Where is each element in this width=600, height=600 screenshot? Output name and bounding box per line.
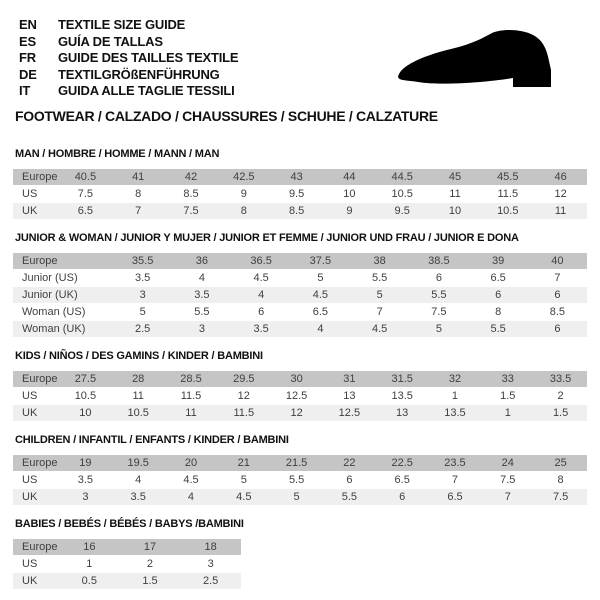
size-cell: 7.5 [165,203,218,219]
size-cell: 33.5 [534,371,587,387]
size-cell: 4 [165,489,218,505]
table-row [13,169,587,185]
size-cell: 3 [59,489,112,505]
size-cell: 45 [429,169,482,185]
table-row [13,556,241,572]
size-table [13,454,587,506]
size-cell: 16 [59,539,120,555]
size-cell: 9 [323,203,376,219]
table-row [13,287,587,303]
size-cell: 21 [217,455,270,471]
row-label: Junior (US) [22,271,78,284]
language-code: DE [19,66,37,82]
size-cell: 6 [528,321,587,337]
size-cell: 24 [481,455,534,471]
size-cell: 23.5 [429,455,482,471]
size-cell: 29.5 [217,371,270,387]
size-cell: 40.5 [59,169,112,185]
row-label: Europe [13,371,59,387]
size-cell: 6 [346,473,353,486]
size-cell: 3 [207,557,214,570]
size-cell: 6.5 [59,203,112,219]
size-cell: 5 [317,271,324,284]
size-table [13,370,587,422]
size-cell: 36 [172,253,231,269]
size-cell: 1.5 [120,573,181,589]
size-cell: 5.5 [194,305,210,318]
size-cell: 6 [376,489,429,505]
table-row [13,455,587,471]
table-title: KIDS / NIÑOS / DES GAMINS / KINDER / BAMBINI [15,349,263,362]
row-label: Europe [13,455,59,471]
row-label: UK [13,573,59,589]
size-cell: 11 [132,389,144,402]
size-cell: 3.5 [232,321,291,337]
size-cell: 28 [112,371,165,387]
size-cell: 4 [198,271,205,284]
size-cell: 10 [59,405,112,421]
size-cell: 2 [557,389,564,402]
size-cell: 6.5 [394,473,410,486]
size-cell: 38.5 [409,253,468,269]
size-cell: 46 [534,169,587,185]
size-cell: 6.5 [490,271,506,284]
size-cell: 3.5 [172,287,231,303]
size-cell: 3.5 [77,473,94,486]
table-row [13,186,587,202]
size-cell: 9.5 [288,187,305,200]
size-cell: 6 [258,305,265,318]
size-cell: 45.5 [481,169,534,185]
size-cell: 6 [528,287,587,303]
size-cell: 11 [165,405,218,421]
size-cell: 13 [343,389,356,402]
size-cell: 5.5 [288,473,305,486]
size-cell: 7 [376,305,383,318]
size-cell: 1 [481,405,534,421]
size-cell: 4 [291,321,350,337]
language-code: EN [19,17,37,32]
size-cell: 12.5 [323,405,376,421]
size-cell: 1.5 [534,405,587,421]
size-cell: 8.5 [183,187,199,200]
size-cell: 5.5 [469,321,528,337]
row-label: UK [13,203,59,219]
table-row [13,321,587,337]
size-cell: 7.5 [431,305,447,318]
table-row [13,539,241,555]
row-label: US [22,187,38,200]
size-cell: 5.5 [323,489,376,505]
size-cell: 8 [557,473,564,486]
size-cell: 11.5 [497,187,519,200]
size-cell: 19 [59,455,112,471]
table-title: BABIES / BEBÉS / BÉBÉS / BABYS /BAMBINI [15,517,244,530]
row-label: US [22,557,38,570]
size-cell: 6.5 [312,305,329,318]
size-cell: 8.5 [549,305,566,318]
size-cell: 10 [343,187,356,200]
size-cell: 19.5 [112,455,165,471]
size-cell: 11 [534,203,587,219]
language-guide-title: GUÍA DE TALLAS [58,33,163,49]
size-cell: 42 [165,169,218,185]
size-cell: 25 [534,455,587,471]
size-table [13,538,241,590]
size-cell: 43 [270,169,323,185]
size-cell: 5 [350,287,409,303]
size-cell: 13.5 [391,389,413,402]
size-cell: 2.5 [180,573,241,589]
size-cell: 4.5 [253,271,269,284]
size-cell: 22.5 [376,455,429,471]
size-cell: 3 [113,287,172,303]
size-cell: 33 [481,371,534,387]
row-label: US [22,473,38,486]
size-table [13,252,587,338]
row-label: UK [13,489,59,505]
table-row [13,472,587,488]
size-cell: 40 [528,253,587,269]
size-cell: 31.5 [376,371,429,387]
size-cell: 8 [135,187,142,200]
size-cell: 12.5 [285,389,308,402]
size-cell: 21.5 [270,455,323,471]
language-guide-title: TEXTILE SIZE GUIDE [58,17,186,32]
size-cell: 4.5 [183,473,199,486]
size-cell: 7 [451,473,459,486]
size-cell: 0.5 [59,573,120,589]
header [0,0,600,124]
size-cell: 1 [86,557,93,570]
row-label: Woman (UK) [13,321,113,337]
language-code: FR [19,50,36,66]
size-cell: 4.5 [291,287,350,303]
size-cell: 6 [469,287,528,303]
size-cell: 12 [237,389,250,402]
size-cell: 2 [146,557,154,570]
table-row [13,388,587,404]
language-guide-title: GUIDA ALLE TAGLIE TESSILI [58,83,235,99]
size-cell: 5 [139,305,146,318]
table-row [13,405,587,421]
size-cell: 11 [449,187,461,200]
size-cell: 3 [172,321,231,337]
size-cell: 4.5 [217,489,270,505]
size-cell: 4 [232,287,291,303]
size-cell: 3.5 [134,271,151,284]
language-guide-title: TEXTILGRÖßENFÜHRUNG [58,66,220,82]
size-cell: 32 [429,371,482,387]
size-cell: 39 [469,253,528,269]
size-cell: 5.5 [371,271,388,284]
size-cell: 36.5 [232,253,291,269]
table-row [13,270,587,286]
size-cell: 8.5 [270,203,323,219]
size-cell: 22 [323,455,376,471]
size-cell: 18 [180,539,241,555]
size-table [13,168,587,220]
size-cell: 1.5 [500,389,516,402]
size-cell: 5 [409,321,468,337]
table-row [13,253,587,269]
size-cell: 30 [270,371,323,387]
size-cell: 17 [120,539,181,555]
size-cell: 13.5 [429,405,482,421]
table-row [13,573,241,589]
size-cell: 10 [429,203,482,219]
size-cell: 5 [270,489,323,505]
size-cell: 44 [323,169,376,185]
size-cell: 11.5 [217,405,270,421]
size-cell: 7 [112,203,165,219]
row-label: Europe [13,169,59,185]
row-label: Europe [13,253,113,269]
size-cell: 6 [435,271,442,284]
size-cell: 2.5 [113,321,172,337]
language-guide-title: GUIDE DES TAILLES TEXTILE [58,50,239,66]
row-label: UK [13,405,59,421]
size-cell: 12 [270,405,323,421]
table-row [13,304,587,320]
size-cell: 28.5 [165,371,218,387]
size-cell: 12 [554,187,567,200]
table-row [13,203,587,219]
row-label: Woman (US) [22,305,86,318]
size-cell: 10.5 [391,187,413,200]
table-title: CHILDREN / INFANTIL / ENFANTS / KINDER / BAMBINI [15,433,289,446]
category-title: FOOTWEAR / CALZADO / CHAUSSURES / SCHUHE / CALZATURE [15,107,438,124]
size-cell: 5 [240,473,247,486]
language-code: ES [19,33,36,49]
size-cell: 35.5 [113,253,172,269]
size-cell: 10.5 [74,389,97,402]
shoe-icon [396,28,568,90]
size-cell: 11.5 [180,389,202,402]
size-cell: 8 [217,203,270,219]
row-label: Europe [13,539,59,555]
row-label: US [22,389,38,402]
size-cell: 8 [495,305,502,318]
size-cell: 42.5 [217,169,270,185]
size-cell: 1 [451,389,459,402]
size-cell: 7.5 [534,489,587,505]
row-label: Junior (UK) [13,287,113,303]
size-cell: 5.5 [409,287,468,303]
table-row [13,489,587,505]
size-cell: 13 [376,405,429,421]
size-cell: 10.5 [112,405,165,421]
size-cell: 4 [135,473,142,486]
size-cell: 44.5 [376,169,429,185]
size-cell: 38 [350,253,409,269]
size-cell: 9.5 [376,203,429,219]
size-cell: 3.5 [112,489,165,505]
table-title: MAN / HOMBRE / HOMME / MANN / MAN [15,147,220,160]
size-cell: 37.5 [291,253,350,269]
language-code: IT [19,83,31,99]
size-cell: 7.5 [500,473,516,486]
size-tables [13,148,587,590]
size-cell: 4.5 [350,321,409,337]
size-cell: 7 [481,489,534,505]
size-cell: 27.5 [59,371,112,387]
table-row [13,371,587,387]
size-cell: 10.5 [481,203,534,219]
table-title: JUNIOR & WOMAN / JUNIOR Y MUJER / JUNIOR ET FEMME / JUNIOR UND FRAU / JUNIOR E DONA [15,231,519,244]
size-cell: 31 [323,371,376,387]
size-cell: 9 [240,187,247,200]
size-cell: 7.5 [77,187,94,200]
size-cell: 7 [554,271,561,284]
size-cell: 41 [112,169,165,185]
size-cell: 20 [165,455,218,471]
size-cell: 6.5 [429,489,482,505]
